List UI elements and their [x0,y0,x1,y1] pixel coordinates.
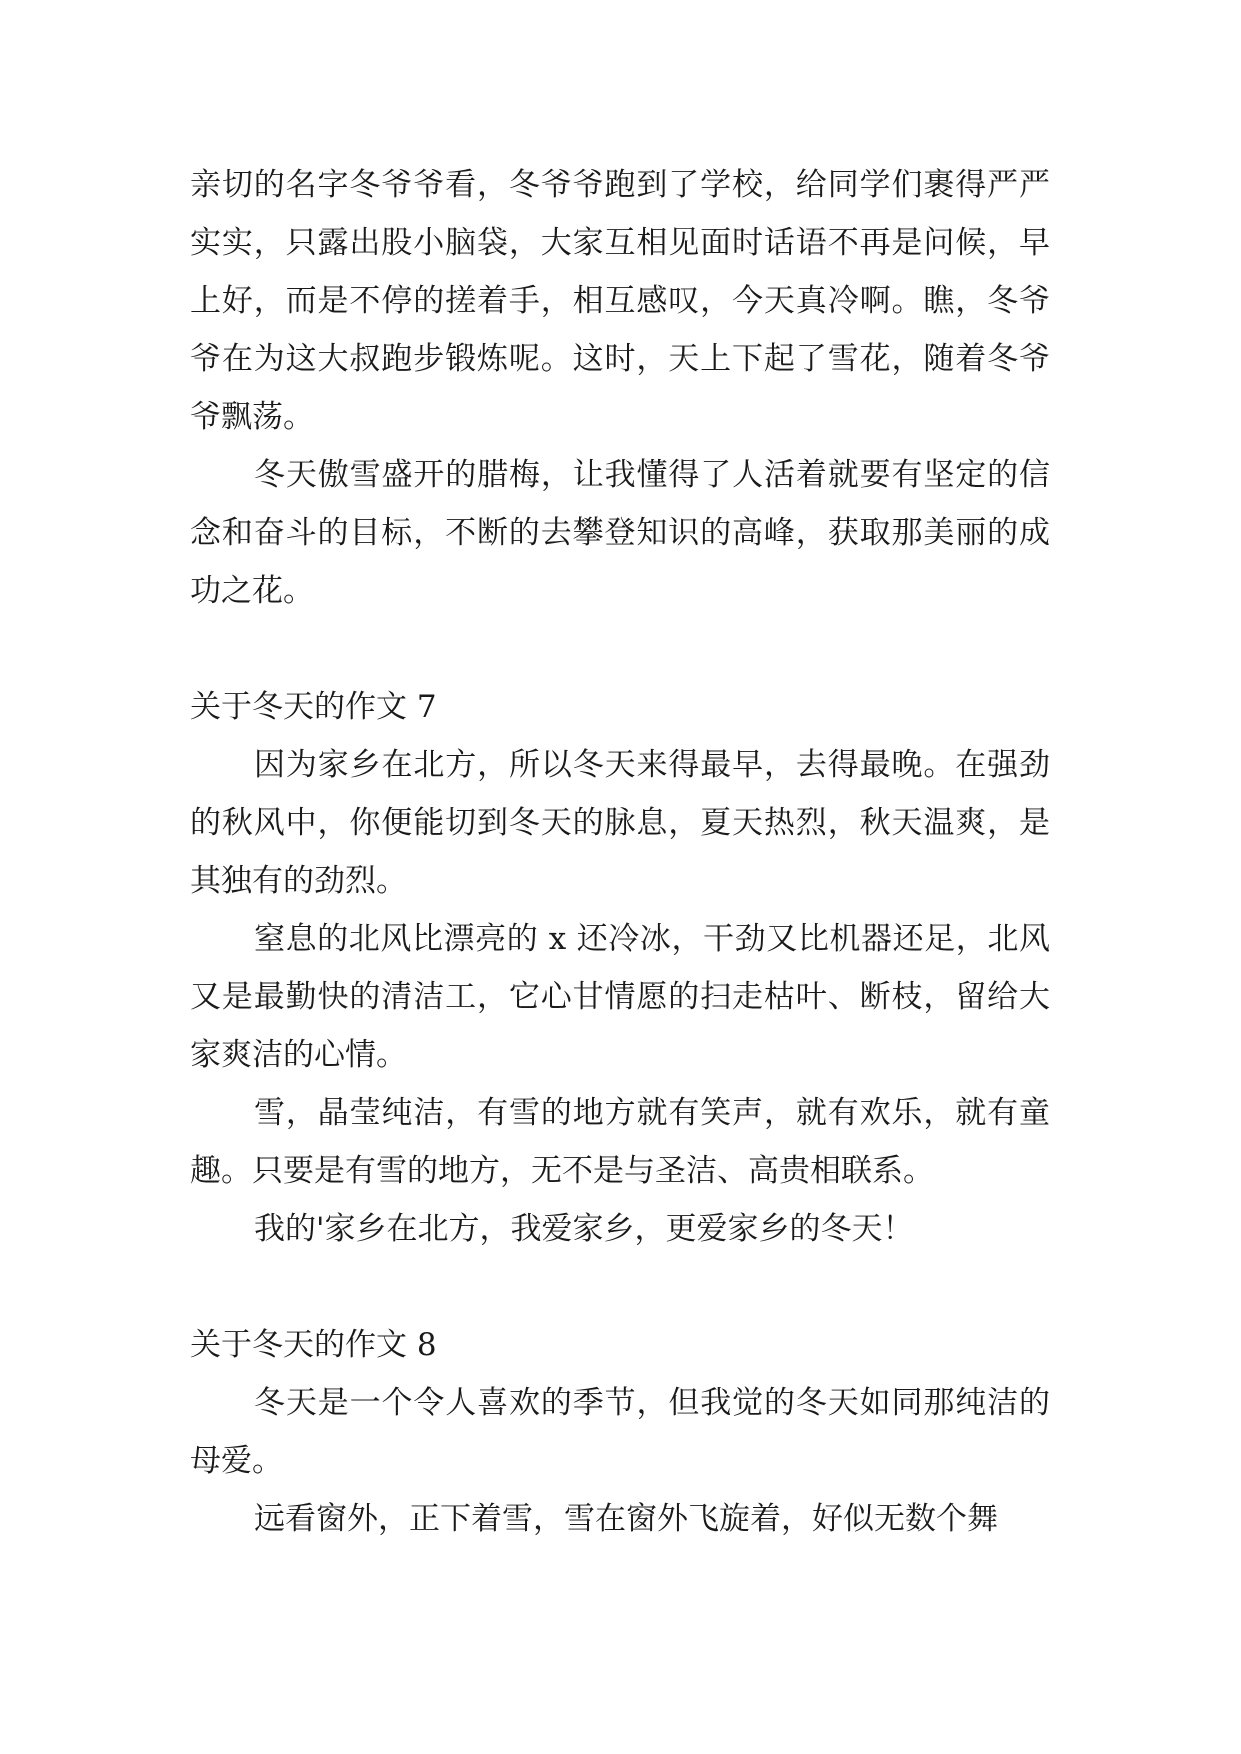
section-heading-8: 关于冬天的作文 8 [190,1327,437,1363]
paragraph: 冬天傲雪盛开的腊梅，让我懂得了人活着就要有坚定的信念和奋斗的目标，不断的去攀登知识的高峰，获取那美丽的成功之花。 [190,457,1050,609]
paragraph: 冬天是一个令人喜欢的季节，但我觉的冬天如同那纯洁的母爱。 [190,1385,1050,1479]
paragraph: 亲切的名字冬爷爷看，冬爷爷跑到了学校，给同学们裹得严严实实，只露出股小脑袋，大家互相见面时话语不再是问候，早上好，而是不停的搓着手，相互感叹，今天真冷啊。瞧，冬爷爷在为这大叔跑步锻炼呢。这时，天上下起了雪花，随着冬爷爷飘荡。 [190,167,1050,435]
paragraph: 雪，晶莹纯洁，有雪的地方就有笑声，就有欢乐，就有童趣。只要是有雪的地方，无不是与圣洁、高贵相联系。 [190,1095,1050,1189]
paragraph: 窒息的北风比漂亮的 x 还冷冰，干劲又比机器还足，北风又是最勤快的清洁工，它心甘情愿的扫走枯叶、断枝，留给大家爽洁的心情。 [190,921,1050,1073]
paragraph: 远看窗外，正下着雪，雪在窗外飞旋着，好似无数个舞 [254,1501,998,1537]
document-body [190,156,1050,1548]
paragraph: 因为家乡在北方，所以冬天来得最早，去得最晚。在强劲的秋风中，你便能切到冬天的脉息，夏天热烈，秋天温爽，是其独有的劲烈。 [190,747,1050,899]
section-heading-7: 关于冬天的作文 7 [190,689,437,725]
paragraph: 我的'家乡在北方，我爱家乡，更爱家乡的冬天！ [254,1211,914,1247]
